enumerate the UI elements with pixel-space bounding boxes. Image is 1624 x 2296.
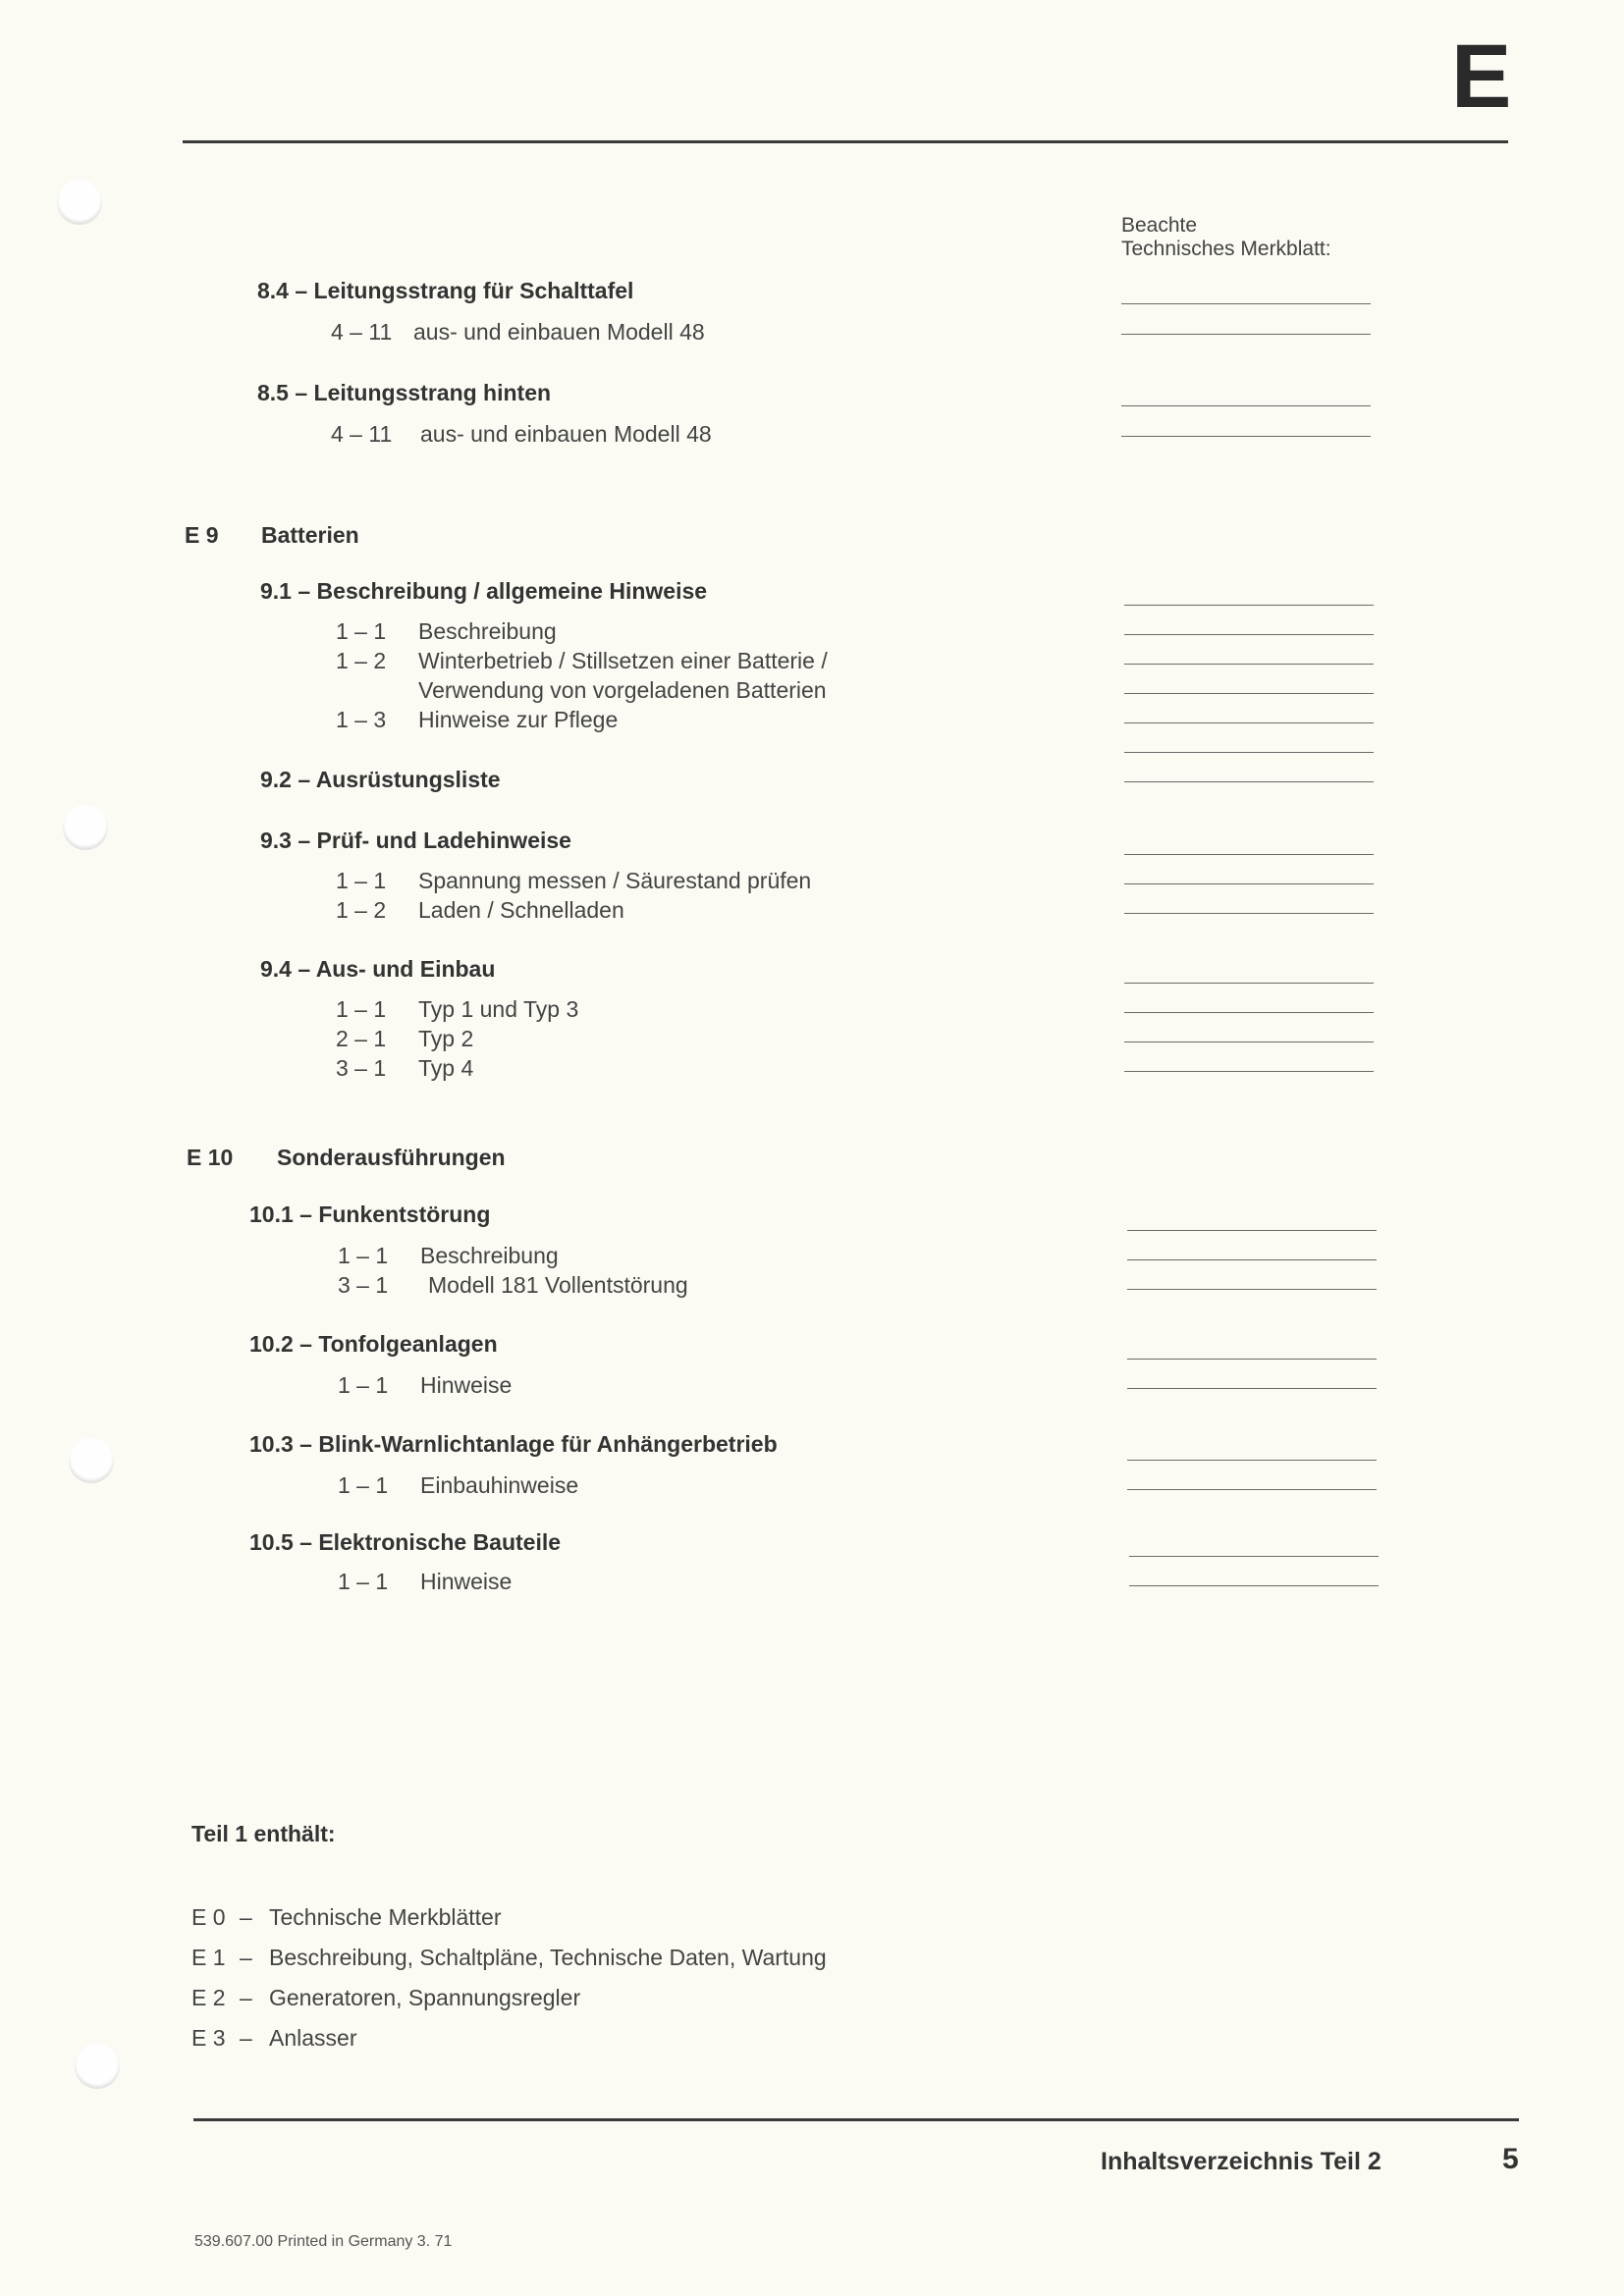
item-text: aus- und einbauen Modell 48 [413,319,705,345]
item-text: Beschreibung [420,1243,559,1268]
chapter-title: Sonderausführungen [277,1145,506,1170]
item-number: 1 – 2 [336,648,387,673]
item-number: 3 – 1 [338,1272,389,1298]
teil1-code: E 1 [191,1945,226,1970]
item-number: 2 – 1 [336,1026,387,1051]
item-text: Spannung messen / Säurestand prüfen [418,868,812,893]
blank-line [1127,1289,1377,1290]
blank-line [1124,983,1374,984]
note-label-2: Technisches Merkblatt: [1121,238,1331,260]
item-text: Typ 2 [418,1026,474,1051]
item-number: 1 – 1 [336,996,387,1022]
teil1-dash: – [240,2025,252,2051]
punch-hole [75,2044,120,2089]
blank-line [1124,913,1374,914]
punch-hole [57,180,102,225]
note-label: Beachte [1121,214,1198,237]
teil1-text: Technische Merkblätter [269,1904,502,1930]
blank-line [1124,605,1374,606]
blank-line [1127,1230,1377,1231]
section-title: 8.5 – Leitungsstrang hinten [257,380,552,405]
teil1-dash: – [240,1985,252,2010]
blank-line [1124,752,1374,753]
item-number: 1 – 1 [338,1472,389,1498]
header-rule [183,140,1508,143]
footer-rule [193,2118,1519,2121]
item-text: Hinweise [420,1372,513,1398]
item-number: 4 – 11 [331,319,393,345]
item-text: Winterbetrieb / Stillsetzen einer Batterie / [418,648,828,673]
blank-line [1124,1071,1374,1072]
blank-line [1124,1041,1374,1042]
blank-line [1124,693,1374,694]
footer-title: Inhaltsverzeichnis Teil 2 [1101,2148,1381,2175]
item-number: 1 – 1 [338,1372,389,1398]
teil1-text: Anlasser [269,2025,357,2051]
teil1-title: Teil 1 enthält: [191,1821,336,1846]
blank-line [1121,436,1371,437]
section-title: 9.3 – Prüf- und Ladehinweise [260,828,571,853]
item-number: 1 – 1 [338,1243,389,1268]
chapter-number: E 9 [185,522,219,548]
item-text: Modell 181 Vollentstörung [428,1272,688,1298]
blank-line [1121,405,1371,406]
item-text: aus- und einbauen Modell 48 [420,421,712,447]
item-text: Typ 4 [418,1055,474,1081]
section-title: 9.1 – Beschreibung / allgemeine Hinweise [260,578,708,604]
blank-line [1127,1388,1377,1389]
section-title: 10.2 – Tonfolgeanlagen [249,1331,498,1357]
blank-line [1124,781,1374,782]
blank-line [1127,1489,1377,1490]
section-title: 10.1 – Funkentstörung [249,1201,491,1227]
item-text: Einbauhinweise [420,1472,579,1498]
teil1-text: Generatoren, Spannungsregler [269,1985,581,2010]
teil1-text: Beschreibung, Schaltpläne, Technische Daten, Wartung [269,1945,827,1970]
blank-line [1127,1460,1377,1461]
blank-line [1127,1259,1377,1260]
chapter-title: Batterien [261,522,359,548]
section-title: 9.2 – Ausrüstungsliste [260,767,501,792]
item-text: Laden / Schnelladen [418,897,624,923]
item-number: 1 – 1 [338,1569,389,1594]
blank-line [1124,664,1374,665]
section-title: 10.3 – Blink-Warnlichtanlage für Anhängerbetrieb [249,1431,778,1457]
teil1-dash: – [240,1904,252,1930]
section-title: 10.5 – Elektronische Bauteile [249,1529,562,1555]
item-number: 4 – 11 [331,421,393,447]
chapter-number: E 10 [187,1145,234,1170]
punch-hole [63,805,108,850]
blank-line [1121,334,1371,335]
item-text: Beschreibung [418,618,557,644]
teil1-dash: – [240,1945,252,1970]
blank-line [1127,1359,1377,1360]
item-text: Hinweise [420,1569,513,1594]
item-number: 1 – 2 [336,897,387,923]
item-number: 1 – 1 [336,868,387,893]
section-title: 8.4 – Leitungsstrang für Schalttafel [257,278,634,303]
blank-line [1124,722,1374,723]
item-text: Typ 1 und Typ 3 [418,996,579,1022]
blank-line [1124,1012,1374,1013]
item-number: 3 – 1 [336,1055,387,1081]
punch-hole [69,1438,114,1483]
print-code: 539.607.00 Printed in Germany 3. 71 [194,2233,453,2250]
section-title: 9.4 – Aus- und Einbau [260,956,496,982]
teil1-code: E 2 [191,1985,226,2010]
item-number: 1 – 1 [336,618,387,644]
teil1-code: E 3 [191,2025,226,2051]
blank-line [1124,883,1374,884]
item-text-continued: Verwendung von vorgeladenen Batterien [418,677,827,703]
item-text: Hinweise zur Pflege [418,707,619,732]
item-number: 1 – 3 [336,707,387,732]
blank-line [1121,303,1371,304]
page-number: 5 [1502,2143,1519,2175]
blank-line [1124,854,1374,855]
blank-line [1129,1585,1379,1586]
blank-line [1129,1556,1379,1557]
blank-line [1124,634,1374,635]
section-letter: E [1451,27,1512,127]
teil1-code: E 0 [191,1904,226,1930]
